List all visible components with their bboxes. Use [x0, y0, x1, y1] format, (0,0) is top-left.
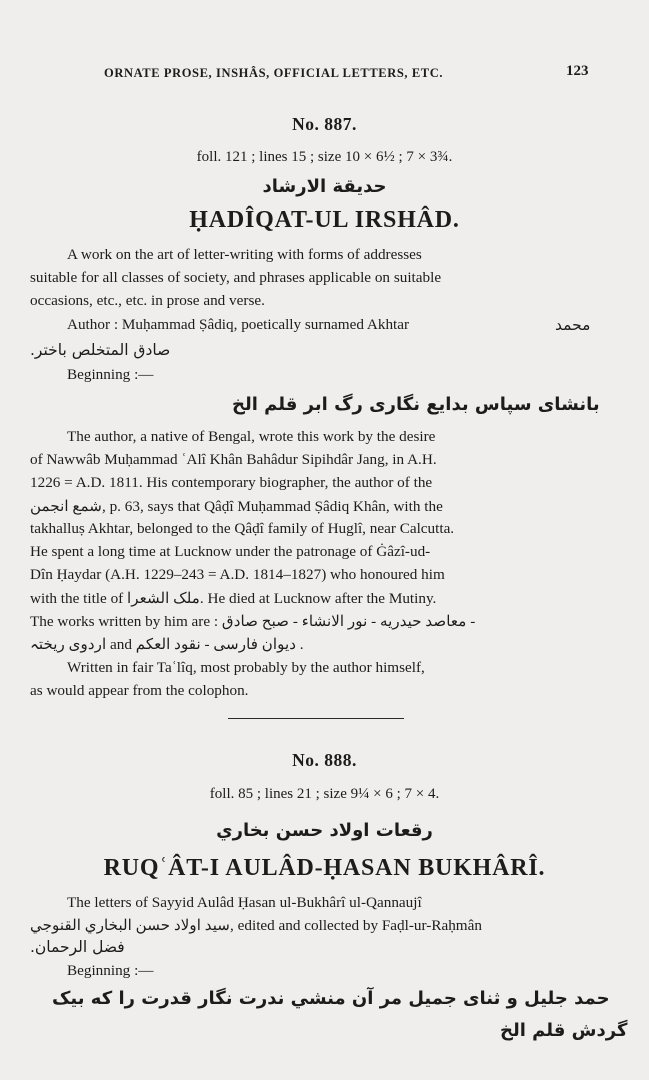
entry-arabic-title: رقعات اولاد حسن بخاري [216, 820, 433, 841]
body-line: with the title of ملک الشعرا. He died at Lucknow after the Mutiny. [30, 590, 437, 607]
running-title: ORNATE PROSE, INSHÂS, OFFICIAL LETTERS, ETC. [104, 66, 444, 80]
body-line: Dîn Ḥaydar (A.H. 1229–243 = A.D. 1814–1827) who honoured him [30, 566, 445, 583]
body-line: شمع انجمن, p. 63, says that Qâḍî Muḥammad Ṣâdiq Khân, with the [30, 498, 443, 515]
body-line: The letters of Sayyid Aulâd Ḥasan ul-Bukhârî ul-Qannaujî [67, 894, 422, 911]
beginning-label: Beginning :— [67, 962, 154, 979]
closing-line: Written in fair Taʿlîq, most probably by the author himself, [67, 659, 425, 676]
entry-description: foll. 85 ; lines 21 ; size 9¼ × 6 ; 7 × 4. [209, 786, 440, 802]
body-line: اردوی ریختہ and دیوان فارسی - نقود العکم . [30, 636, 304, 653]
body-line: The author, a native of Bengal, wrote this work by the desire [67, 428, 436, 445]
body-line: سید اولاد حسن البخاري القنوجي, edited and collected by Faḍl-ur-Raḥmân [30, 917, 482, 934]
beginning-text: گردش قلم الخ [500, 1020, 628, 1041]
body-line: 1226 = A.D. 1811. His contemporary biographer, the author of the [30, 474, 433, 491]
author-arabic-surname: صادق المتخلص باختر. [30, 341, 171, 359]
summary-line: occasions, etc., etc. in prose and verse. [30, 292, 265, 309]
author-arabic-name: محمد [555, 316, 591, 334]
entry-title: RUQʿÂT-I AULÂD-ḤASAN BUKHÂRÎ. [103, 855, 546, 881]
page-number: 123 [566, 63, 589, 79]
beginning-text: بانشای سپاس بدایع نگاری رگ ابر قلم الخ [232, 394, 600, 415]
closing-line: as would appear from the colophon. [30, 682, 249, 699]
entry-number: No. 887. [292, 114, 357, 134]
editor-arabic-name: فضل الرحمان. [30, 938, 125, 956]
body-line: takhalluṣ Akhtar, belonged to the Qâḍî family of Huglî, near Calcutta. [30, 520, 455, 537]
entry-arabic-title: حديقة الارشاد [262, 176, 387, 197]
body-line: The works written by him are : معاصد حیدریه - نور الانشاء - صبح صادق - [30, 613, 476, 630]
beginning-label: Beginning :— [67, 366, 154, 383]
body-line: He spent a long time at Lucknow under the patronage of Ġâzî-ud- [30, 543, 431, 560]
entry-divider [228, 718, 404, 719]
summary-line: A work on the art of letter-writing with forms of addresses [67, 246, 422, 263]
entry-title: ḤADÎQAT-UL IRSHÂD. [189, 207, 460, 233]
summary-line: suitable for all classes of society, and phrases applicable on suitable [30, 269, 442, 286]
beginning-text: حمد جلیل و ثنای جمیل مر آن منشي ندرت نگار قدرت را که بیک [52, 988, 610, 1009]
entry-number: No. 888. [292, 750, 357, 770]
body-line: of Nawwâb Muḥammad ʿAlî Khân Bahâdur Sipihdâr Jang, in A.H. [30, 451, 437, 468]
author-line: Author : Muḥammad Ṣâdiq, poetically surnamed Akhtar [67, 316, 410, 333]
entry-description: foll. 121 ; lines 15 ; size 10 × 6½ ; 7 × 3¾. [196, 149, 453, 165]
